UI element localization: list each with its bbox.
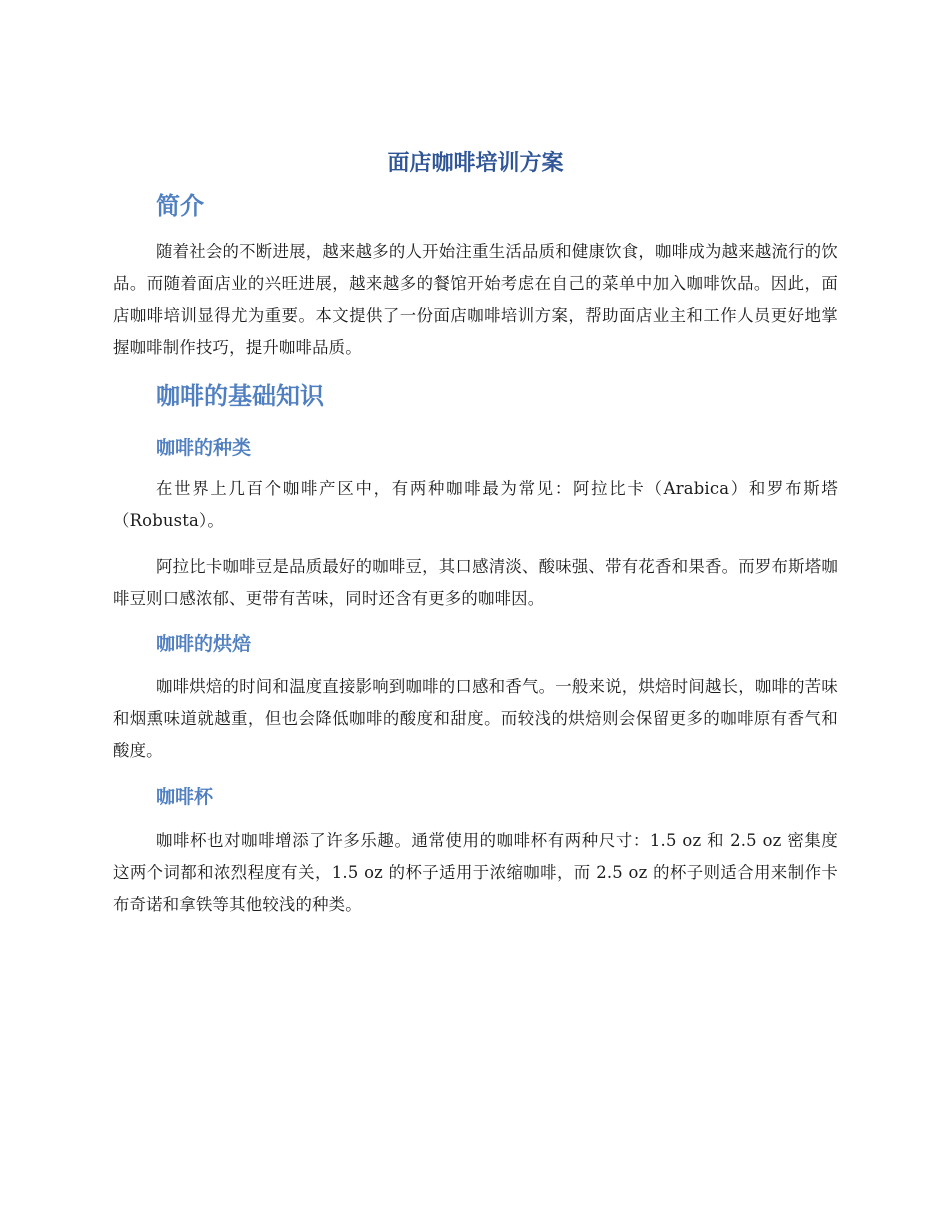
cup-paragraph: 咖啡杯也对咖啡增添了许多乐趣。通常使用的咖啡杯有两种尺寸：1.5 oz 和 2.5 oz 密集度这两个词都和浓烈程度有关，1.5 oz 的杯子适用于浓缩咖啡，而 2.5 oz 的杯子则适合用来制作卡布奇诺和拿铁等其他较浅的种类。 [113, 831, 838, 914]
subsection-heading-roast: 咖啡的烘焙 [156, 633, 252, 655]
subsection-heading-cup: 咖啡杯 [156, 786, 214, 808]
subsection-heading-types: 咖啡的种类 [156, 437, 252, 459]
document-page [113, 150, 838, 921]
section-heading-intro: 简介 [156, 192, 204, 220]
document-title: 面店咖啡培训方案 [387, 151, 564, 176]
types-paragraph-1: 在世界上几百个咖啡产区中，有两种咖啡最为常见：阿拉比卡（Arabica）和罗布斯塔（Robusta）。 [113, 479, 838, 530]
types-paragraph-2: 阿拉比卡咖啡豆是品质最好的咖啡豆，其口感清淡、酸味强、带有花香和果香。而罗布斯塔咖啡豆则口感浓郁、更带有苦味，同时还含有更多的咖啡因。 [113, 557, 838, 608]
intro-paragraph: 随着社会的不断进展，越来越多的人开始注重生活品质和健康饮食，咖啡成为越来越流行的饮品。而随着面店业的兴旺进展，越来越多的餐馆开始考虑在自己的菜单中加入咖啡饮品。因此，面店咖啡培训显得尤为重要。本文提供了一份面店咖啡培训方案，帮助面店业主和工作人员更好地掌握咖啡制作技巧，提升咖啡品质。 [113, 242, 838, 357]
roast-paragraph: 咖啡烘焙的时间和温度直接影响到咖啡的口感和香气。一般来说，烘焙时间越长，咖啡的苦味和烟熏味道就越重，但也会降低咖啡的酸度和甜度。而较浅的烘焙则会保留更多的咖啡原有香气和酸度。 [113, 677, 838, 760]
section-heading-basics: 咖啡的基础知识 [156, 382, 324, 410]
